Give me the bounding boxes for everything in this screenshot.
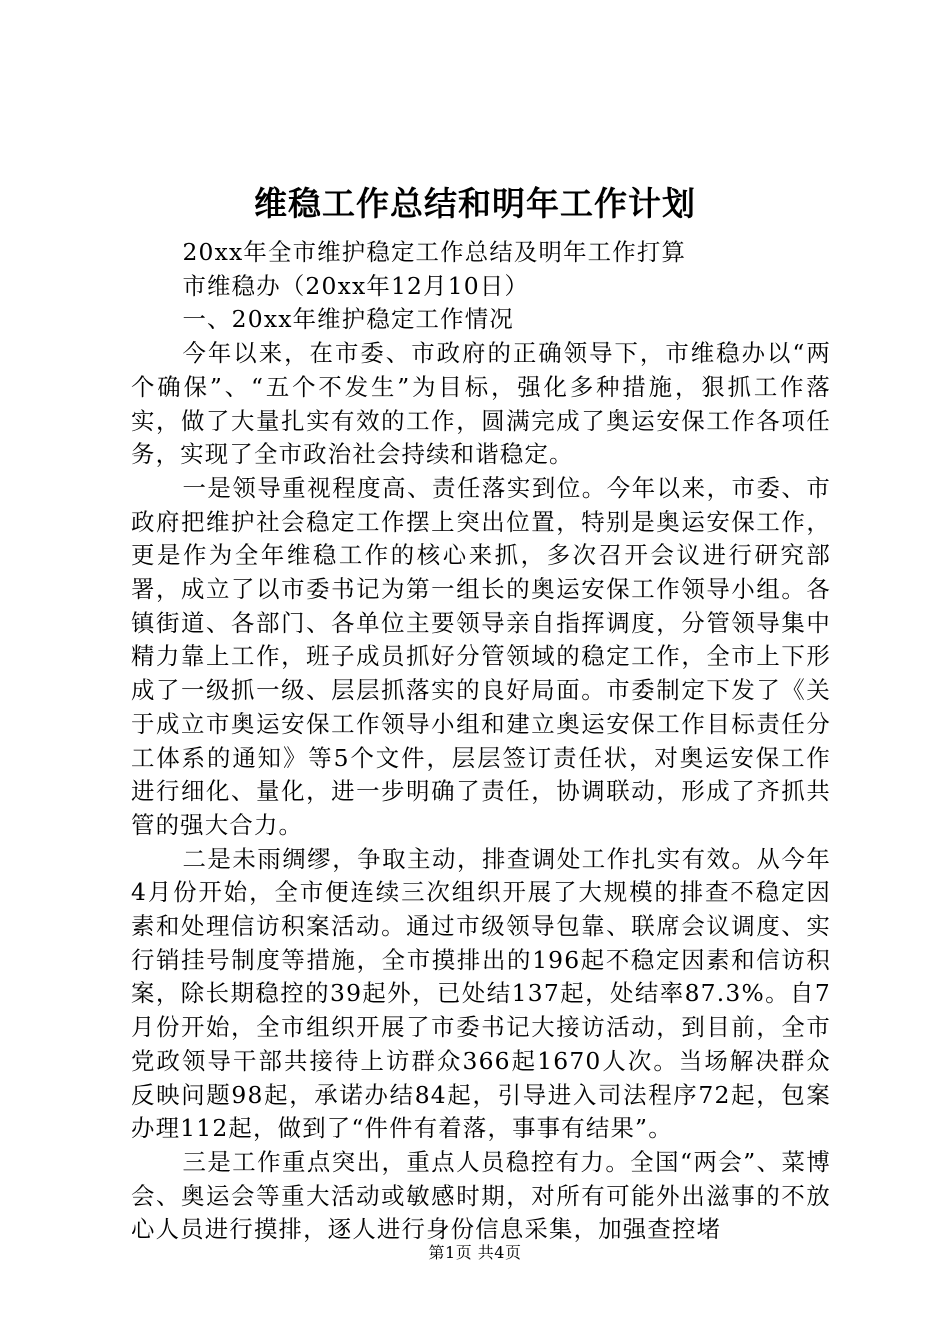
document-title: 维稳工作总结和明年工作计划	[254, 184, 696, 223]
section-heading: 一、20xx年维护稳定工作情况	[182, 305, 514, 334]
author-date-line: 市维稳办（20xx年12月10日）	[182, 271, 530, 300]
page-number-footer: 第1页 共4页	[428, 1243, 522, 1262]
subtitle-line: 20xx年全市维护稳定工作总结及明年工作打算	[182, 238, 687, 266]
body-paragraph: 二是未雨绸缪，争取主动，排查调处工作扎实有效。从今年4月份开始，全市便连续三次组织开展了大规模的排查不稳定因素和处理信访积案活动。通过市级领导包靠、联席会议调度、实行销挂号制度等措施，全市摸排出的196起不稳定因素和信访积案，除长期稳控的39起外，已处结137起，处结率87.3%。自7月份开始，全市组织开展了市委书记大接访活动，到目前，全市党政领导干部共接待上访群众366起1670人次。当场解决群众反映问题98起，承诺办结84起，引导进入司法程序72起，包案办理112起，做到了“件件有着落，事事有结果”。	[131, 844, 831, 1143]
body-paragraph: 一是领导重视程度高、责任落实到位。今年以来，市委、市政府把维护社会稳定工作摆上突出位置，特别是奥运安保工作，更是作为全年维稳工作的核心来抓，多次召开会议进行研究部署，成立了以市委书记为第一组长的奥运安保工作领导小组。各镇街道、各部门、各单位主要领导亲自指挥调度，分管领导集中精力靠上工作，班子成员抓好分管领域的稳定工作，全市上下形成了一级抓一级、层层抓落实的良好局面。市委制定下发了《关于成立市奥运安保工作领导小组和建立奥运安保工作目标责任分工体系的通知》等5个文件，层层签订责任状，对奥运安保工作进行细化、量化，进一步明确了责任，协调联动，形成了齐抓共管的强大合力。	[131, 473, 831, 839]
body-paragraph: 今年以来，在市委、市政府的正确领导下，市维稳办以“两个确保”、“五个不发生”为目标，强化多种措施，狠抓工作落实，做了大量扎实有效的工作，圆满完成了奥运安保工作各项任务，实现了全市政治社会持续和谐稳定。	[131, 339, 831, 469]
document-body	[131, 236, 831, 1247]
body-paragraph: 三是工作重点突出，重点人员稳控有力。全国“两会”、菜博会、奥运会等重大活动或敏感时期，对所有可能外出滋事的不放心人员进行摸排，逐人进行身份信息采集，加强查控堵	[131, 1147, 831, 1244]
